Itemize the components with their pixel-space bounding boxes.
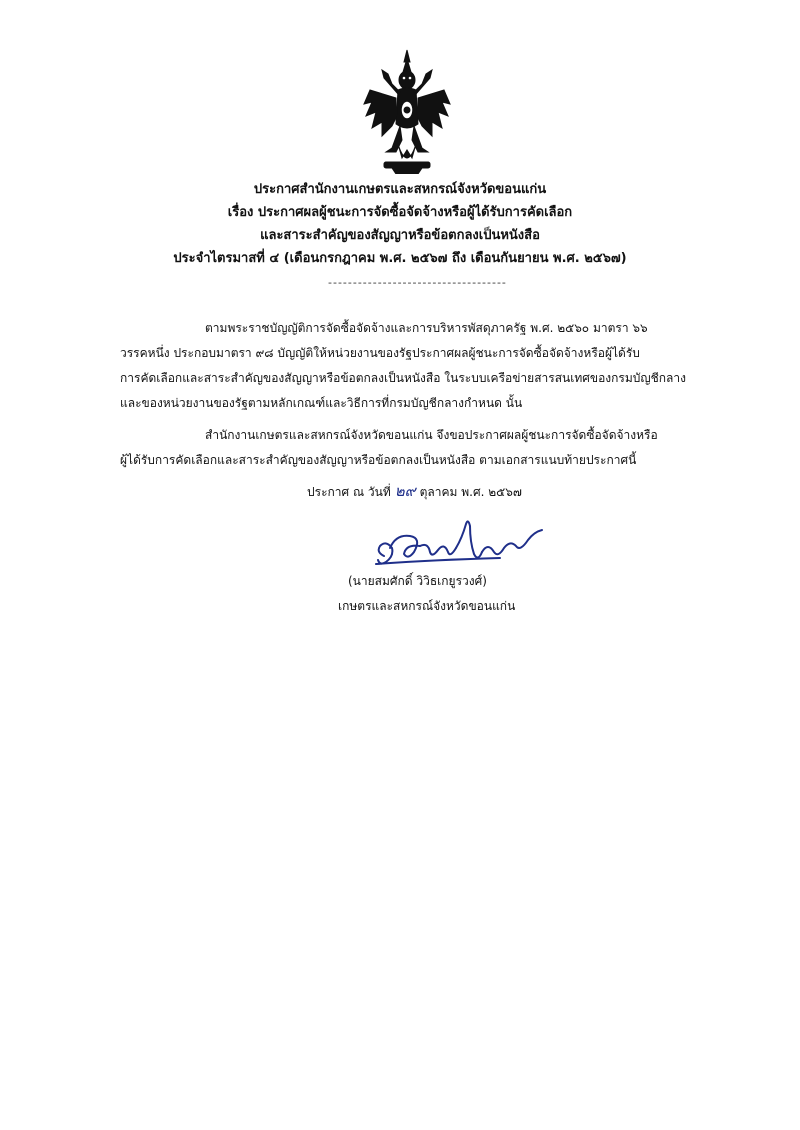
heading-line-2: เรื่อง ประกาศผลผู้ชนะการจัดซื้อจัดจ้างหรือผู้ได้รับการคัดเลือก (227, 205, 573, 220)
date-day-handwritten: ๒๙ (394, 482, 416, 500)
paragraph-2-line-1: สำนักงานเกษตรและสหกรณ์จังหวัดขอนแก่น จึงขอประกาศผลผู้ชนะการจัดซื้อจัดจ้างหรือ (205, 428, 658, 442)
date-suffix: ตุลาคม พ.ศ. ๒๕๖๗ (419, 485, 522, 499)
paragraph-1-line-2: วรรคหนึ่ง ประกอบมาตรา ๙๘ บัญญัติให้หน่วยงานของรัฐประกาศผลผู้ชนะการจัดซื้อจัดจ้างหรือผู้ได้รับ (120, 346, 640, 360)
paragraph-1-line-3: การคัดเลือกและสาระสำคัญของสัญญาหรือข้อตกลงเป็นหนังสือ ในระบบเครือข่ายสารสนเทศของกรมบัญชีกลาง (120, 371, 686, 385)
separator-line: ------------------------------------ (328, 276, 507, 289)
heading-line-1: ประกาศสำนักงานเกษตรและสหกรณ์จังหวัดขอนแก่น (253, 182, 547, 197)
heading-line-3: และสาระสำคัญของสัญญาหรือข้อตกลงเป็นหนังสือ (260, 228, 540, 243)
paragraph-1-line-4: และของหน่วยงานของรัฐตามหลักเกณฑ์และวิธีการที่กรมบัญชีกลางกำหนด นั้น (120, 396, 523, 410)
date-prefix: ประกาศ ณ วันที่ (307, 485, 391, 499)
signatory-title: เกษตรและสหกรณ์จังหวัดขอนแก่น (338, 599, 516, 613)
paragraph-1-line-1: ตามพระราชบัญญัติการจัดซื้อจัดจ้างและการบริหารพัสดุภาครัฐ พ.ศ. ๒๕๖๐ มาตรา ๖๖ (205, 321, 648, 335)
heading-line-4: ประจำไตรมาสที่ ๔ (เดือนกรกฎาคม พ.ศ. ๒๕๖๗ ถึง เดือนกันยายน พ.ศ. ๒๕๖๗) (173, 251, 627, 266)
signatory-name: (นายสมศักดิ์ วิวิธเกยูรวงศ์) (348, 574, 487, 588)
paragraph-2-line-2: ผู้ได้รับการคัดเลือกและสาระสำคัญของสัญญาหรือข้อตกลงเป็นหนังสือ ตามเอกสารแนบท้ายประกาศนี้ (120, 453, 637, 467)
handwritten-signature-icon (370, 512, 545, 572)
garuda-emblem-icon (362, 48, 452, 174)
announcement-date (307, 480, 522, 503)
